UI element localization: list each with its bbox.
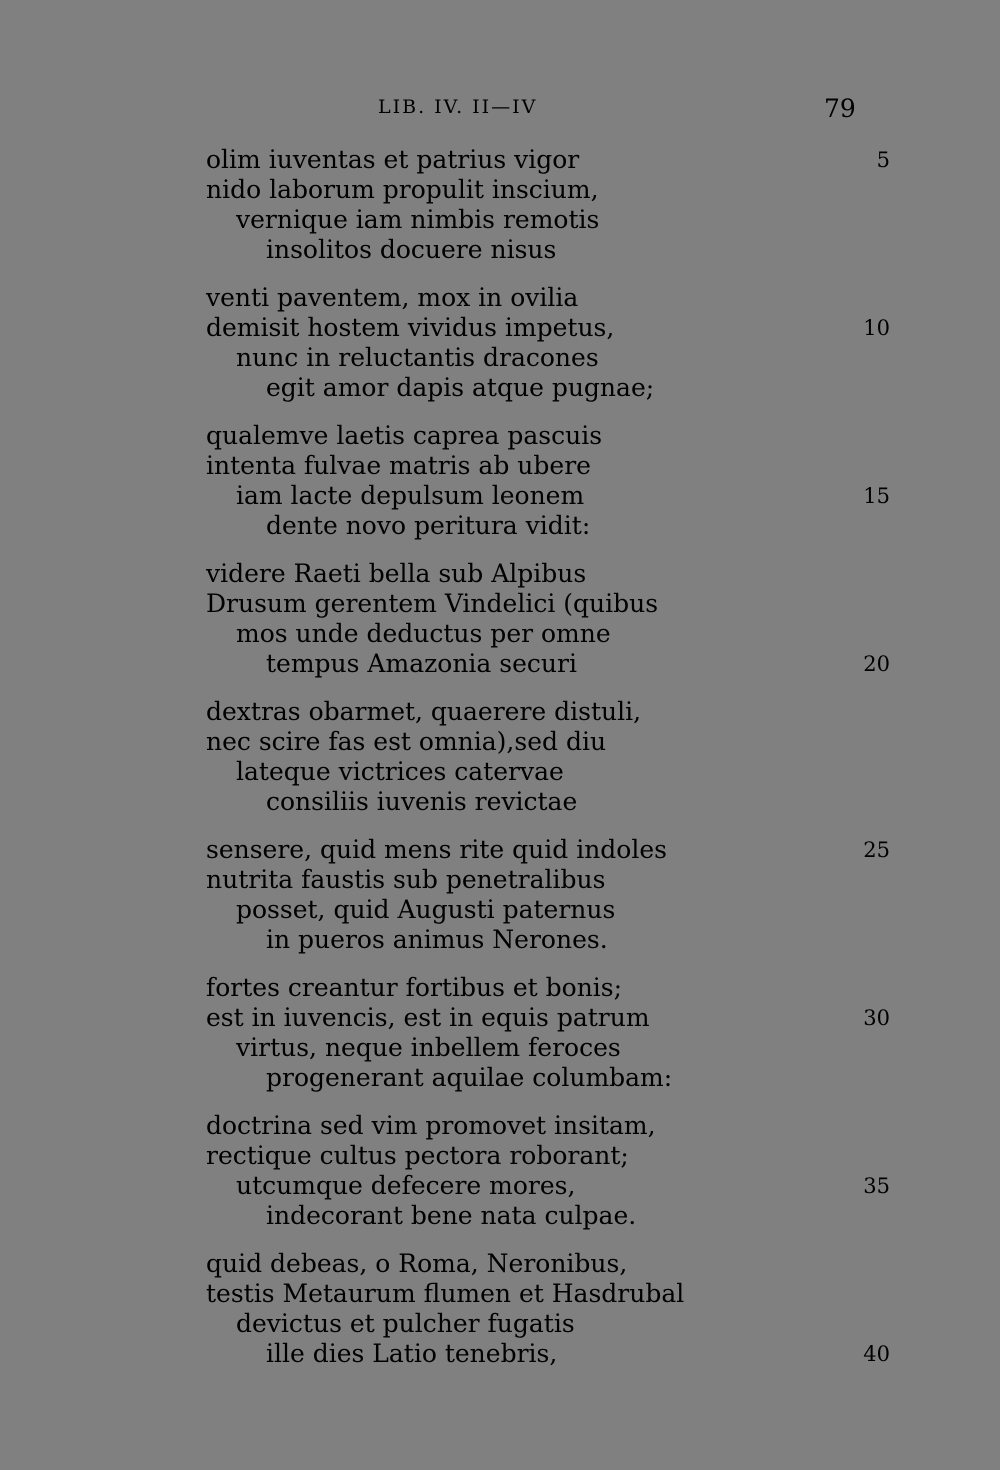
stanza	[0, 559, 1000, 697]
verse-text: fortes creantur fortibus et bonis;	[206, 973, 623, 1002]
line-number: 10	[863, 316, 890, 340]
verse-text: venti paventem, mox in ovilia	[206, 283, 579, 312]
line-number: 30	[863, 1006, 890, 1030]
verse-text: posset, quid Augusti paternus	[236, 895, 616, 924]
verse-text: mos unde deductus per omne	[236, 619, 611, 648]
verse-text: qualemve laetis caprea pascuis	[206, 421, 603, 450]
verse-text: intenta fulvae matris ab ubere	[206, 451, 591, 480]
verse-text: devictus et pulcher fugatis	[236, 1309, 575, 1338]
verse-text: nido laborum propulit inscium,	[206, 175, 599, 204]
stanza	[0, 283, 1000, 421]
verse-text: lateque victrices catervae	[236, 757, 564, 786]
verse-text: testis Metaurum flumen et Hasdrubal	[206, 1279, 685, 1308]
stanza	[0, 835, 1000, 973]
verse-text: est in iuvencis, est in equis patrum	[206, 1003, 650, 1032]
stanza	[0, 697, 1000, 835]
verse-text: progenerant aquilae columbam:	[266, 1063, 673, 1092]
line-number: 25	[863, 838, 890, 862]
verse-text: videre Raeti bella sub Alpibus	[206, 559, 587, 588]
stanza	[0, 145, 1000, 283]
verse-text: dextras obarmet, quaerere distuli,	[206, 697, 642, 726]
poem-body	[0, 145, 1000, 1387]
verse-text: Drusum gerentem Vindelici (quibus	[206, 589, 659, 618]
line-number: 20	[863, 652, 890, 676]
stanza	[0, 421, 1000, 559]
verse-text: quid debeas, o Roma, Neronibus,	[206, 1249, 628, 1278]
verse-text: consiliis iuvenis revictae	[266, 787, 578, 816]
verse-text: indecorant bene nata culpae.	[266, 1201, 637, 1230]
verse-text: doctrina sed vim promovet insitam,	[206, 1111, 656, 1140]
line-number: 15	[863, 484, 890, 508]
stanza	[0, 1111, 1000, 1249]
verse-text: nunc in reluctantis dracones	[236, 343, 599, 372]
verse-text: tempus Amazonia securi	[266, 649, 577, 678]
verse-text: in pueros animus Nerones.	[266, 925, 608, 954]
page-header	[0, 96, 1000, 126]
verse-text: virtus, neque inbellem feroces	[236, 1033, 621, 1062]
verse-text: iam lacte depulsum leonem	[236, 481, 585, 510]
verse-text: utcumque defecere mores,	[236, 1171, 576, 1200]
verse-text: nutrita faustis sub penetralibus	[206, 865, 606, 894]
page-number: 79	[824, 94, 856, 123]
verse-text: vernique iam nimbis remotis	[236, 205, 600, 234]
verse-text: demisit hostem vividus impetus,	[206, 313, 615, 342]
verse-text: olim iuventas et patrius vigor	[206, 145, 580, 174]
stanza	[0, 1249, 1000, 1387]
running-head: LIB. IV. II—IV	[378, 96, 538, 118]
verse-text: ille dies Latio tenebris,	[266, 1339, 558, 1368]
stanza	[0, 973, 1000, 1111]
verse-text: rectique cultus pectora roborant;	[206, 1141, 629, 1170]
verse-text: sensere, quid mens rite quid indoles	[206, 835, 667, 864]
verse-text: egit amor dapis atque pugnae;	[266, 373, 655, 402]
verse-text: insolitos docuere nisus	[266, 235, 557, 264]
line-number: 40	[863, 1342, 890, 1366]
verse-text: nec scire fas est omnia),sed diu	[206, 727, 607, 756]
line-number: 5	[876, 148, 890, 172]
line-number: 35	[863, 1174, 890, 1198]
verse-text: dente novo peritura vidit:	[266, 511, 591, 540]
